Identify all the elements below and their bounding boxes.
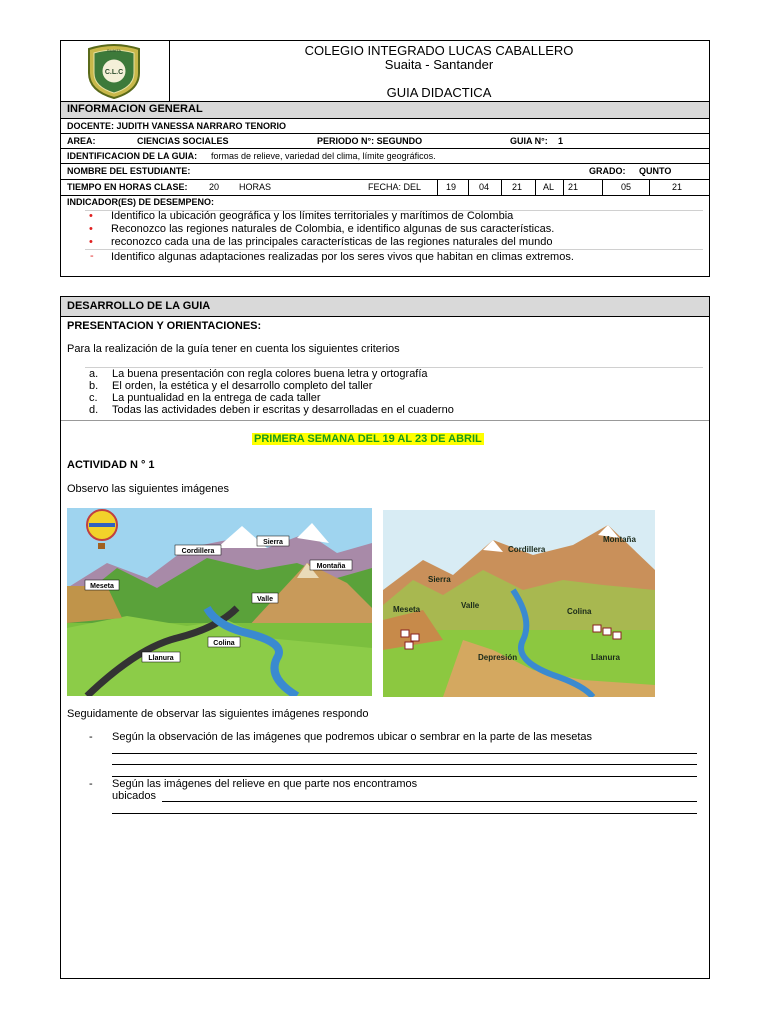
answer-line-2a[interactable] xyxy=(162,801,697,802)
ident-value: formas de relieve, variedad del clima, límite geográficos. xyxy=(211,151,436,161)
answer-line-1c[interactable] xyxy=(112,776,697,777)
tiempo-label: TIEMPO EN HORAS CLASE: xyxy=(67,182,188,192)
criterio-mark-a: a. xyxy=(89,368,99,380)
week-banner: PRIMERA SEMANA DEL 19 AL 23 DE ABRIL xyxy=(254,433,482,445)
document-title: GUIA DIDACTICA xyxy=(386,85,492,100)
question-2-line2: ubicados xyxy=(112,790,157,802)
general-heading-row xyxy=(61,102,709,118)
answer-line-1a[interactable] xyxy=(112,753,697,754)
seguidamente-text: Seguidamente de observar las siguientes imágenes respondo xyxy=(67,708,369,720)
desarrollo-heading: DESARROLLO DE LA GUIA xyxy=(67,300,211,312)
area-label: AREA: xyxy=(67,136,96,146)
fecha-from-day: 19 xyxy=(446,182,457,192)
school-location: Suaita - Santander xyxy=(384,57,494,72)
img1-label-valle: Valle xyxy=(257,596,273,603)
criterio-b: El orden, la estética y el desarrollo completo del taller xyxy=(112,380,373,392)
criterio-d: Todas las actividades deben ir escritas y desarrolladas en el cuaderno xyxy=(112,404,454,416)
criterio-mark-d: d. xyxy=(89,404,99,416)
img2-label-depresion: Depresión xyxy=(478,653,518,662)
question-1: Según la observación de las imágenes que podremos ubicar o sembrar en la parte de las mesetas xyxy=(112,731,592,743)
img2-label-meseta: Meseta xyxy=(393,605,421,614)
criterio-mark-b: b. xyxy=(89,380,99,392)
relief-illustration-1 xyxy=(67,508,372,696)
indicator-bullet-4: - xyxy=(90,250,94,262)
criterio-mark-c: c. xyxy=(89,392,98,404)
question-1-mark: - xyxy=(89,731,93,743)
question-2-line1: Según las imágenes del relieve en que parte nos encontramos xyxy=(112,778,418,790)
desarrollo-box xyxy=(60,296,710,979)
general-heading: INFORMACION GENERAL xyxy=(67,103,203,115)
img2-label-valle: Valle xyxy=(461,601,480,610)
logo-center-text: C.L.C xyxy=(104,69,124,76)
img1-label-llanura: Llanura xyxy=(148,655,174,662)
fecha-to-day: 21 xyxy=(568,182,579,192)
img2-label-cordillera: Cordillera xyxy=(508,545,546,554)
fecha-to-year: 21 xyxy=(672,182,683,192)
grado-value: QUNTO xyxy=(639,166,672,176)
indicator-4: Identifico algunas adaptaciones realizadas por los seres vivos que habitan en climas extremos. xyxy=(111,251,574,263)
indicator-bullet-1: • xyxy=(89,210,93,222)
logo-top-text: SUAITA xyxy=(106,48,122,53)
indicator-3: reconozco cada una de las principales características de las regiones naturales del mundo xyxy=(111,236,553,248)
img2-label-montana: Montaña xyxy=(603,535,636,544)
horas-label: HORAS xyxy=(239,182,272,192)
tiempo-value: 20 xyxy=(209,182,220,192)
indicator-bullet-3: • xyxy=(89,236,93,248)
img1-label-sierra: Sierra xyxy=(263,539,283,546)
docente-label: DOCENTE: JUDITH VANESSA NARRARO TENORIO xyxy=(67,121,287,131)
guia-label: GUIA N°: xyxy=(510,136,548,146)
relief-illustration-2 xyxy=(383,510,655,697)
indicator-1: Identifico la ubicación geográfica y los límites territoriales y marítimos de Colombia xyxy=(111,210,514,222)
img1-label-meseta: Meseta xyxy=(90,583,114,590)
al-label: AL xyxy=(543,182,555,192)
indicator-bullet-2: • xyxy=(89,223,93,235)
guia-value: 1 xyxy=(558,136,564,146)
student-label: NOMBRE DEL ESTUDIANTE: xyxy=(67,166,191,176)
answer-line-1b[interactable] xyxy=(112,764,697,765)
area-value: CIENCIAS SOCIALES xyxy=(137,136,229,146)
desarrollo-heading-row xyxy=(61,297,709,316)
school-shield-logo xyxy=(85,43,143,99)
img2-label-llanura: Llanura xyxy=(591,653,620,662)
grado-label: GRADO: xyxy=(589,166,626,176)
general-info-box xyxy=(60,101,710,277)
fecha-to-month: 05 xyxy=(621,182,632,192)
indicadores-label: INDICADOR(ES) DE DESEMPENO: xyxy=(67,197,215,207)
answer-line-2b[interactable] xyxy=(112,813,697,814)
indicator-2: Reconozco las regiones naturales de Colombia, e identifico algunas de sus características. xyxy=(111,223,555,235)
periodo-label: PERIODO N°: SEGUNDO xyxy=(317,136,423,146)
fecha-from-year: 21 xyxy=(512,182,523,192)
presentacion-heading: PRESENTACION Y ORIENTACIONES: xyxy=(67,320,262,332)
school-name: COLEGIO INTEGRADO LUCAS CABALLERO xyxy=(304,43,574,58)
fecha-from-month: 04 xyxy=(479,182,490,192)
criterio-c: La puntualidad en la entrega de cada taller xyxy=(112,392,321,404)
fecha-label: FECHA: DEL xyxy=(368,182,422,192)
img2-label-colina: Colina xyxy=(567,607,592,616)
img1-label-montana: Montaña xyxy=(316,563,346,570)
question-2-mark: - xyxy=(89,778,93,790)
actividad-heading: ACTIVIDAD N ° 1 xyxy=(67,459,155,471)
img1-label-cordillera: Cordillera xyxy=(181,548,215,555)
observo-text: Observo las siguientes imágenes xyxy=(67,483,230,495)
img1-label-colina: Colina xyxy=(213,640,235,647)
ident-label: IDENTIFICACION DE LA GUIA: xyxy=(67,151,198,161)
header-box xyxy=(60,40,710,102)
criterio-a: La buena presentación con regla colores buena letra y ortografía xyxy=(112,368,428,380)
img2-label-sierra: Sierra xyxy=(428,575,451,584)
criterios-intro: Para la realización de la guía tener en cuenta los siguientes criterios xyxy=(67,343,400,355)
